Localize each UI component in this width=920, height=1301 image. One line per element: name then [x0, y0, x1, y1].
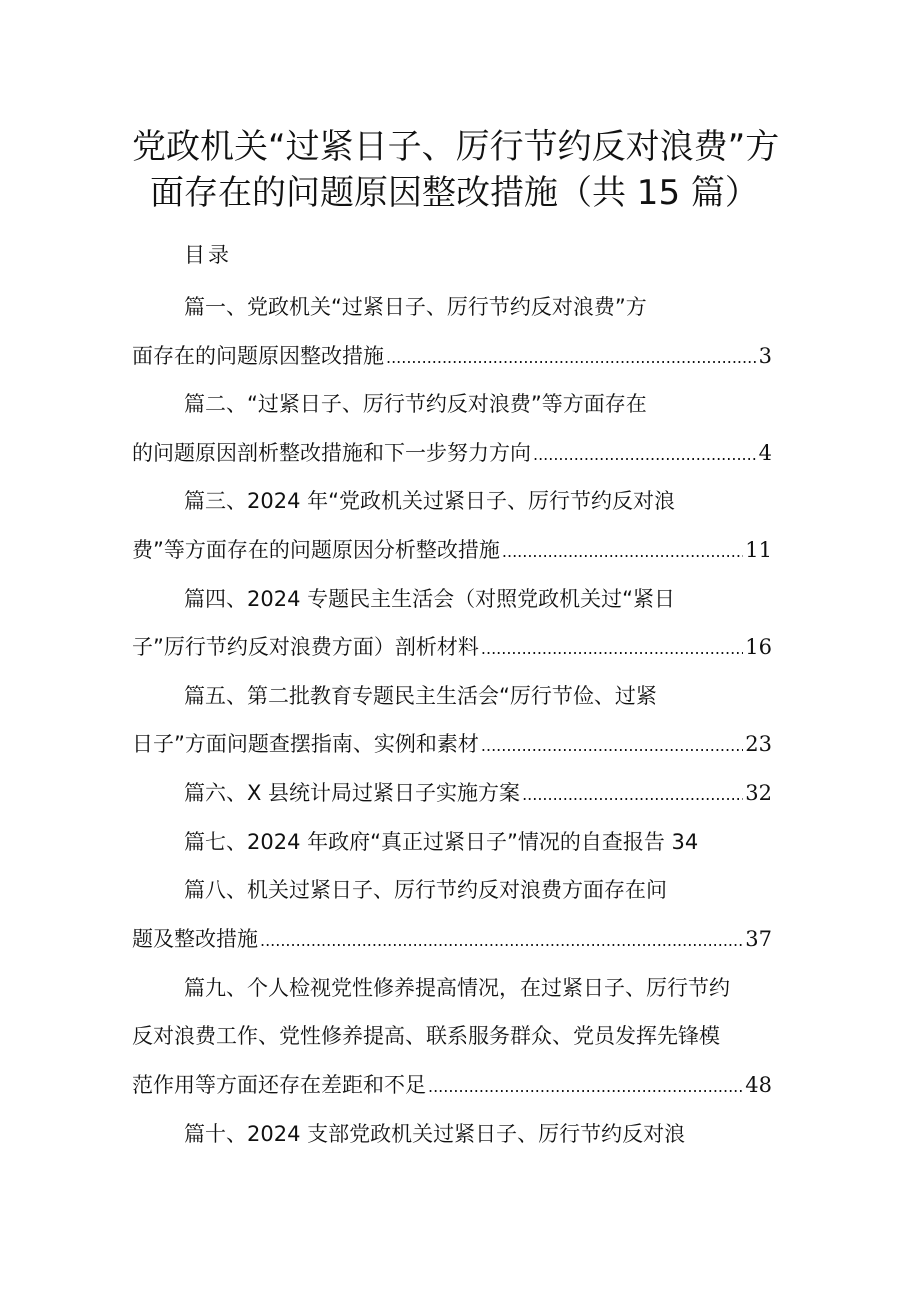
document-title-line-2: 面存在的问题原因整改措施（共 15 篇） [150, 173, 759, 213]
toc-heading: 目录 [184, 243, 232, 267]
toc-entry-1-line-2[interactable] [132, 336, 772, 376]
toc-entry-8-line-1[interactable]: 篇八、机关过紧日子、厉行节约反对浪费方面存在问 [184, 878, 667, 902]
toc-entry-3-line-1[interactable]: 篇三、2024 年“党政机关过紧日子、厉行节约反对浪 [184, 489, 675, 513]
toc-page-number: 48 [745, 1073, 772, 1097]
toc-leader-dots [481, 726, 743, 764]
toc-entry-7[interactable]: 篇七、2024 年政府“真正过紧日子”情况的自查报告 34 [184, 830, 699, 854]
toc-leader-dots [260, 921, 743, 959]
toc-page-number: 4 [758, 441, 772, 465]
toc-leader-dots [386, 338, 757, 376]
toc-leader-dots [533, 435, 757, 473]
toc-entry-4-line-1[interactable]: 篇四、2024 专题民主生活会（对照党政机关过“紧日 [184, 587, 675, 611]
toc-entry-text: 费”等方面存在的问题原因分析整改措施 [132, 538, 500, 562]
toc-entry-text: 篇六、X 县统计局过紧日子实施方案 [184, 781, 521, 805]
toc-entry-text: 子”厉行节约反对浪费方面）剖析材料 [132, 635, 479, 659]
toc-entry-1-line-1[interactable]: 篇一、党政机关“过紧日子、厉行节约反对浪费”方 [184, 295, 647, 319]
toc-entry-5-line-2[interactable] [132, 724, 772, 764]
toc-entry-4-line-2[interactable] [132, 627, 772, 667]
toc-entry-6[interactable] [184, 773, 772, 813]
toc-page-number: 32 [745, 781, 772, 805]
toc-entry-text: 题及整改措施 [132, 927, 258, 951]
toc-entry-2-line-2[interactable] [132, 433, 772, 473]
toc-entry-8-line-2[interactable] [132, 919, 772, 959]
toc-leader-dots [481, 629, 743, 667]
toc-entry-5-line-1[interactable]: 篇五、第二批教育专题民主生活会“厉行节俭、过紧 [184, 684, 657, 708]
toc-entry-10-line-1[interactable]: 篇十、2024 支部党政机关过紧日子、厉行节约反对浪 [184, 1122, 686, 1146]
toc-entry-text: 日子”方面问题查摆指南、实例和素材 [132, 732, 479, 756]
toc-entry-9-line-3[interactable] [132, 1065, 772, 1105]
toc-entry-9-line-2[interactable]: 反对浪费工作、党性修养提高、联系服务群众、党员发挥先锋模 [132, 1024, 720, 1048]
toc-page-number: 37 [745, 927, 772, 951]
toc-page-number: 11 [745, 538, 772, 562]
document-title-line-1: 党政机关“过紧日子、厉行节约反对浪费”方 [132, 127, 780, 167]
toc-page-number: 3 [758, 344, 772, 368]
toc-entry-text: 范作用等方面还存在差距和不足 [132, 1073, 426, 1097]
toc-entry-text: 面存在的问题原因整改措施 [132, 344, 384, 368]
toc-leader-dots [428, 1067, 743, 1105]
toc-page-number: 16 [745, 635, 772, 659]
toc-entry-text: 的问题原因剖析整改措施和下一步努力方向 [132, 441, 531, 465]
toc-entry-3-line-2[interactable] [132, 530, 772, 570]
toc-leader-dots [522, 775, 743, 813]
toc-page-number: 23 [745, 732, 772, 756]
toc-entry-2-line-1[interactable]: 篇二、“过紧日子、厉行节约反对浪费”等方面存在 [184, 392, 647, 416]
toc-entry-9-line-1[interactable]: 篇九、个人检视党性修养提高情况，在过紧日子、厉行节约 [184, 976, 730, 1000]
toc-leader-dots [502, 532, 743, 570]
